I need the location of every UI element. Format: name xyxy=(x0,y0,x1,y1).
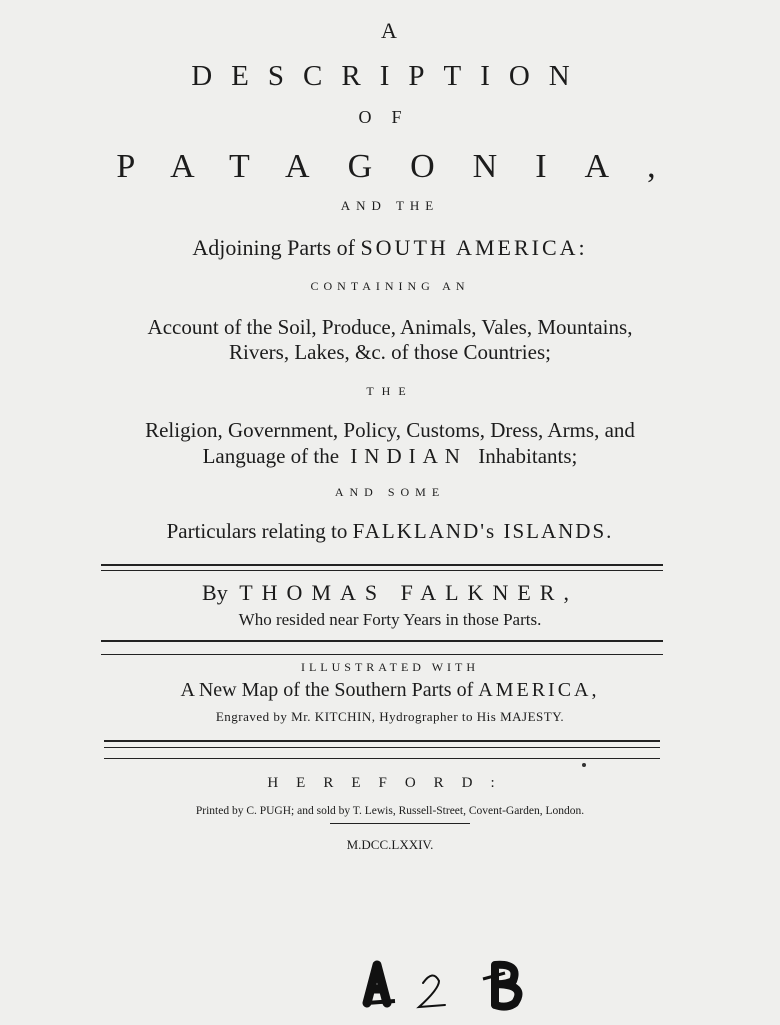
divider-rule-2 xyxy=(101,640,663,642)
divider-rule-3b xyxy=(104,747,660,748)
illustration-heading: ILLUSTRATED WITH xyxy=(300,660,480,674)
religion-text-c: Inhabitants; xyxy=(478,444,578,468)
particulars-text: Particulars relating to xyxy=(166,519,348,543)
account-line-2: Rivers, Lakes, &c. of those Countries; xyxy=(229,340,551,364)
religion-line-1: Religion, Government, Policy, Customs, Dress, Arms, and xyxy=(145,418,635,442)
author-by: By xyxy=(202,580,228,605)
account-line-1: Account of the Soil, Produce, Animals, Vales, Mountains, xyxy=(147,315,633,339)
adjoining-place: SOUTH AMERICA: xyxy=(360,235,588,260)
title-and-the: AND THE xyxy=(340,198,440,213)
imprint-year: M.DCC.LXXIV. xyxy=(346,837,434,852)
divider-rule-1 xyxy=(101,564,663,566)
title-place: PATAGONIA, xyxy=(116,148,694,185)
title-and-some: AND SOME xyxy=(334,485,446,499)
particulars-line xyxy=(0,521,780,542)
religion-line-2 xyxy=(0,446,780,467)
particulars-place: FALKLAND's ISLANDS. xyxy=(352,519,614,543)
illustration-map-place: AMERICA, xyxy=(478,679,600,701)
imprint-place: HEREFORD: xyxy=(267,775,513,791)
illustration-map xyxy=(0,680,780,700)
title-containing: CONTAINING AN xyxy=(310,279,470,293)
adjoining-text: Adjoining Parts of xyxy=(192,235,355,260)
handwritten-marks xyxy=(355,955,555,1015)
divider-rule-3 xyxy=(104,740,660,742)
divider-rule-1b xyxy=(101,570,663,571)
imprint-printer: Printed by C. PUGH; and sold by T. Lewis, Russell-Street, Covent-Garden, London. xyxy=(195,805,585,817)
religion-text-a: Language of the xyxy=(202,444,340,468)
title-adjoining xyxy=(0,237,780,259)
author-name: THOMAS FALKNER, xyxy=(239,580,578,605)
title-of: OF xyxy=(358,107,422,127)
title-the: THE xyxy=(366,384,414,398)
illustration-map-text: A New Map of the Southern Parts of xyxy=(180,679,474,701)
title-description: DESCRIPTION xyxy=(191,60,589,92)
author-note: Who resided near Forty Years in those Parts. xyxy=(238,610,542,629)
title-article: A xyxy=(381,18,399,43)
imprint-rule xyxy=(330,823,470,824)
religion-text-indian: INDIAN xyxy=(350,444,467,468)
divider-rule-2b xyxy=(101,654,663,655)
author-line xyxy=(0,582,780,604)
divider-rule-3c xyxy=(104,758,660,759)
ink-speck xyxy=(582,763,586,767)
illustration-engraver: Engraved by Mr. KITCHIN, Hydrographer to His MAJESTY. xyxy=(215,709,565,724)
